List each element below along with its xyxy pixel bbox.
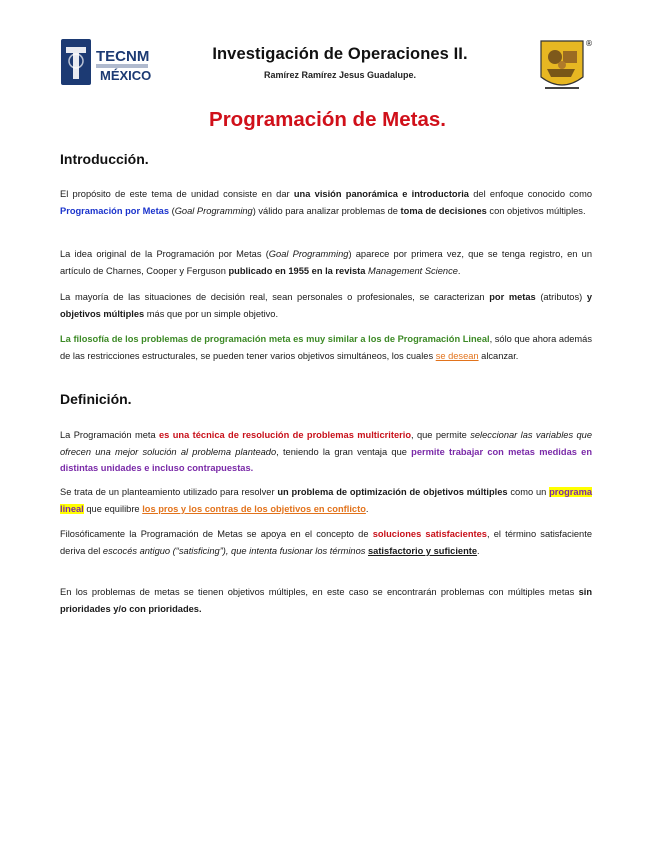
text-italic: seleccionar las variables que ofrecen una mejor solución al problema planteado [60,430,592,457]
text: que equilibre [83,503,143,514]
text-bold: toma de decisiones [400,205,487,216]
text-bold: sin prioridades y/o con prioridades. [60,587,592,614]
text: La mayoría de las situaciones de decisión real, sean personales o profesionales, se caracterizan [60,292,490,302]
text: . [457,265,461,276]
text: con objetivos múltiples. [486,205,586,216]
text: , teniendo la gran ventaja que [276,446,412,457]
text: La idea original de la Programación por Metas ( [60,249,269,259]
text: más que por un simple objetivo. [144,308,279,319]
tecnm-logo [60,37,152,89]
text: del enfoque conocido como [468,189,592,199]
text: como un [507,487,550,497]
text-bold: publicado en 1955 en la revista [228,265,368,276]
definition-paragraph-1 [60,427,592,477]
text-red: es una técnica de resolución de problemas multicriterio [159,430,411,440]
text: (atributos) [535,292,587,302]
text-orange-underlined: los pros y los contras de los objetivos en conflicto [142,503,366,514]
text: . [477,545,480,556]
text-blue: Programación por Metas [60,205,170,216]
text: Filosóficamente la Programación de Metas se apoya en el concepto de [60,529,373,539]
text: alcanzar. [478,350,519,361]
definition-heading: Definición. [60,391,132,407]
text-italic: Goal Programming [268,249,349,259]
institute-seal-logo [535,37,595,95]
definition-paragraph-4 [60,584,592,617]
text: , que permite [411,430,471,440]
intro-heading: Introducción. [60,151,149,167]
intro-paragraph-1 [60,186,592,219]
svg-text:TECNM: TECNM [96,48,150,65]
text: , el término satisfaciente deriva del [60,529,592,556]
text-green: La filosofía de los problemas de programación meta es muy similar a los de Programación Lineal [60,334,490,344]
text-bold: una visión panorámica e introductoria [293,189,469,199]
definition-paragraph-2 [60,484,592,517]
text: El propósito de este tema de unidad consiste en dar [60,189,294,199]
intro-paragraph-4 [60,331,592,364]
text: En los problemas de metas se tienen objetivos múltiples, en este caso se encontrarán problemas con múltiples metas [60,587,579,597]
text: , sólo que ahora además de las restricciones estructurales, se pueden tener varios objetivos simultáneos, los cuales [60,334,592,361]
text-red: soluciones satisfacientes [372,529,487,539]
text: ) aparece por primera vez, que se tenga registro, en un artículo de Charnes, Cooper y Ferguson [60,249,592,276]
text: ) válido para analizar problemas de [252,205,401,216]
text-orange-underlined: se desean [435,350,479,361]
text-bold: y objetivos múltiples [60,292,592,319]
header-author: Ramírez Ramírez Jesus Guadalupe. [263,70,417,80]
document-title: Programación de Metas. [209,108,446,131]
text-bold: por metas [489,292,536,302]
text-underlined: satisfactorio y suficiente [368,545,478,556]
text-highlighted: programa lineal [60,487,593,514]
text: Se trata de un planteamiento utilizado para resolver [60,487,278,497]
text-italic: escocés antiguo (“satisficing”), que intenta fusionar los términos [102,545,368,556]
definition-paragraph-3 [60,526,592,559]
text: ( [169,205,175,216]
header-title: Investigación de Operaciones II. [212,45,468,63]
svg-text:®: ® [585,39,593,48]
text-italic: Management Science [367,265,458,276]
text: . [365,503,369,514]
intro-paragraph-3 [60,289,592,322]
text-purple: permite trabajar con metas medidas en distintas unidades e incluso contrapuestas. [60,446,592,473]
svg-text:MÉXICO: MÉXICO [100,68,152,83]
text-bold: un problema de optimización de objetivos múltiples [277,487,508,497]
text-italic: Goal Programming [174,205,253,216]
text: La Programación meta [60,430,160,440]
intro-paragraph-2 [60,246,592,279]
